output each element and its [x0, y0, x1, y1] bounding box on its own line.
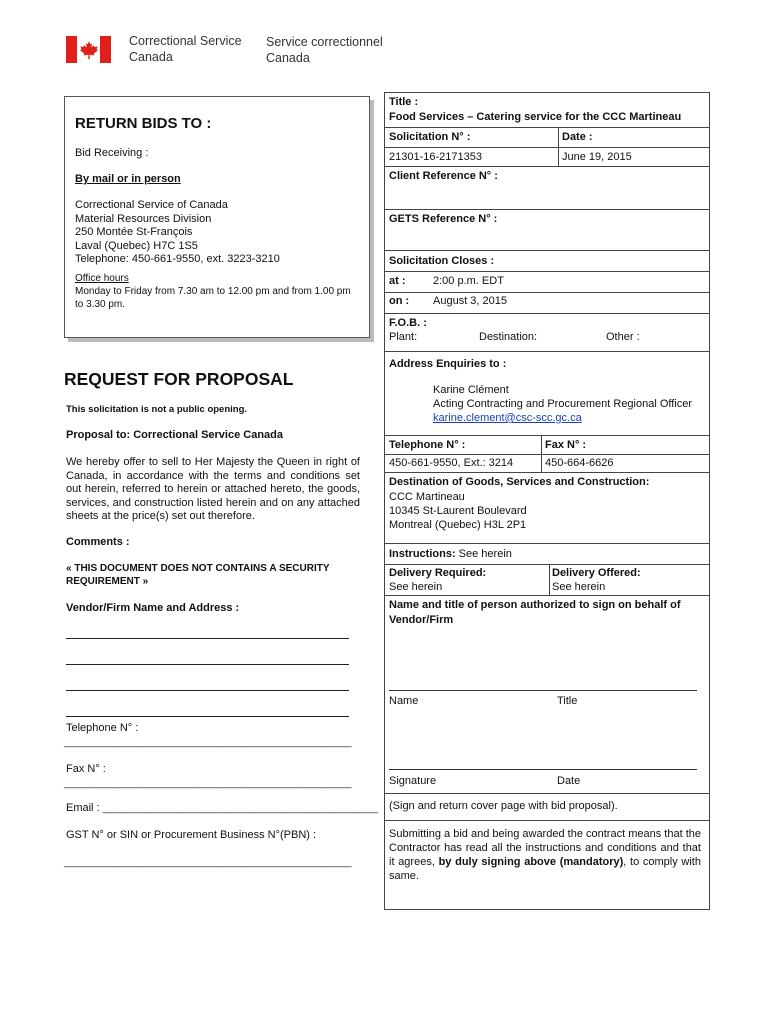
address-line: Correctional Service of Canada: [75, 199, 228, 211]
authorized-person-label: Name and title of person authorized to sign on behalf of Vendor/Firm: [389, 599, 681, 626]
solicitation-number-value: 21301-16-2171353: [389, 151, 482, 163]
destination-goods-address: [389, 490, 527, 532]
return-address: [75, 199, 361, 267]
delivery-required-label: Delivery Required:: [389, 567, 487, 579]
instructions-row: [389, 548, 512, 562]
sign-return-note: (Sign and return cover page with bid proposal).: [389, 800, 618, 812]
telephone-label: Telephone N° :: [66, 722, 139, 734]
department-name-en: [129, 33, 242, 66]
submitting-text-end: , to comply with same.: [389, 856, 701, 882]
submitting-text: Submitting a bid and being awarded the contract means that the Contractor has read all the instructions and conditions and that it agrees,: [389, 828, 701, 868]
office-hours-text: Monday to Friday from 7.30 am to 12.00 pm and from 1.00 pm to 3.30 pm.: [75, 286, 351, 310]
email-row: [66, 802, 378, 816]
delivery-offered-value: See herein: [552, 581, 606, 593]
gst-label: GST N° or SIN or Procurement Business N°(PBN) :: [66, 829, 317, 841]
dept-fr-line: Service correctionnel: [266, 35, 383, 49]
closes-on-label: on :: [389, 295, 410, 307]
closes-on-value: August 3, 2015: [433, 295, 508, 307]
fob-label: F.O.B. :: [389, 317, 427, 329]
maple-leaf-icon: [79, 40, 99, 60]
return-bids-box: [64, 96, 370, 338]
address-enquiries-label: Address Enquiries to :: [389, 358, 507, 370]
enquiry-fax-value: 450-664-6626: [545, 457, 614, 469]
enquiry-telephone-label: Telephone N° :: [389, 439, 466, 451]
destination-line: Montreal (Quebec) H3L 2P1: [389, 519, 527, 531]
fob-destination-label: Destination:: [479, 331, 538, 343]
instructions-value: See herein: [455, 548, 512, 560]
telephone-field[interactable]: _______________________________________________: [64, 736, 352, 748]
comments-label: Comments :: [66, 536, 130, 548]
vendor-line-1[interactable]: [66, 638, 349, 639]
address-line: Laval (Quebec) H7C 1S5: [75, 239, 198, 252]
enquiry-telephone-value: 450-661-9550, Ext.: 3214: [389, 457, 514, 469]
email-label: Email :: [66, 802, 103, 814]
submitting-bid-note: [389, 827, 701, 883]
title-value: Food Services – Catering service for the CCC Martineau: [389, 111, 682, 123]
submitting-mandatory: by duly signing above (mandatory): [438, 856, 624, 868]
gst-field[interactable]: _______________________________________________: [64, 856, 352, 868]
closes-at-value: 2:00 p.m. EDT: [433, 275, 504, 287]
closes-at-label: at :: [389, 275, 406, 287]
delivery-offered-label: Delivery Offered:: [552, 567, 641, 579]
client-reference-label: Client Reference N° :: [389, 170, 498, 182]
enquiry-fax-label: Fax N° :: [545, 439, 587, 451]
solicitation-panel: [384, 92, 710, 910]
department-name-fr: [266, 34, 383, 67]
name-field-label: Name: [389, 695, 419, 707]
address-line: Telephone: 450-661-9550, ext. 3223-3210: [75, 253, 280, 265]
address-line: 250 Montée St-François: [75, 226, 193, 238]
vendor-line-4[interactable]: [66, 716, 349, 717]
solicitation-closes-label: Solicitation Closes :: [389, 255, 495, 267]
date-value: June 19, 2015: [562, 151, 632, 163]
security-note: « THIS DOCUMENT DOES NOT CONTAINS A SECURITY REQUIREMENT »: [66, 563, 330, 587]
return-bids-title: RETURN BIDS TO :: [75, 115, 212, 132]
address-line: Material Resources Division: [75, 212, 212, 225]
date-label: Date :: [562, 131, 593, 143]
signature-date-line[interactable]: [389, 769, 697, 770]
name-title-signature-line[interactable]: [389, 690, 697, 691]
signature-field-label: Signature: [389, 775, 437, 787]
dept-fr-line: Canada: [266, 51, 310, 66]
by-mail-label: By mail or in person: [75, 173, 181, 185]
email-field[interactable]: _____________________________________________: [102, 802, 378, 814]
canada-flag-logo: [66, 36, 111, 63]
dept-en-line: Canada: [129, 50, 173, 65]
office-hours-label: Office hours: [75, 273, 129, 284]
vendor-line-2[interactable]: [66, 664, 349, 665]
fax-field[interactable]: _______________________________________________: [64, 777, 352, 789]
vendor-name-label: Vendor/Firm Name and Address :: [66, 602, 240, 614]
not-public-note: This solicitation is not a public opening.: [66, 404, 248, 415]
bid-receiving-label: Bid Receiving :: [75, 147, 149, 159]
dept-en-line: Correctional Service: [129, 34, 242, 48]
title-field-label: Title: [557, 695, 578, 707]
destination-line: CCC Martineau: [389, 491, 465, 503]
date-field-label: Date: [557, 775, 581, 787]
delivery-required-value: See herein: [389, 581, 443, 593]
title-label: Title :: [389, 96, 419, 108]
solicitation-number-label: Solicitation N° :: [389, 131, 471, 143]
instructions-label: Instructions:: [389, 548, 456, 560]
rfp-title: REQUEST FOR PROPOSAL: [64, 369, 294, 389]
fob-other-label: Other :: [606, 331, 640, 343]
gets-reference-label: GETS Reference N° :: [389, 213, 498, 225]
proposal-to-label: Proposal to: Correctional Service Canada: [66, 429, 284, 441]
offer-text: We hereby offer to sell to Her Majesty the Queen in right of Canada, in accordance with the terms and conditions set out herein, referred to herein or attached hereto, the goods, services, and construction listed herein and on any attached sheets at the price(s) set out therefore.: [66, 456, 360, 523]
contact-email-link[interactable]: karine.clement@csc-scc.gc.ca: [433, 412, 582, 424]
vendor-line-3[interactable]: [66, 690, 349, 691]
fax-label: Fax N° :: [66, 763, 106, 775]
contact-title: Acting Contracting and Procurement Regional Officer: [433, 398, 693, 410]
fob-plant-label: Plant:: [389, 331, 418, 343]
contact-name: Karine Clément: [433, 384, 509, 396]
destination-goods-label: Destination of Goods, Services and Construction:: [389, 476, 650, 488]
destination-line: 10345 St-Laurent Boulevard: [389, 505, 527, 517]
